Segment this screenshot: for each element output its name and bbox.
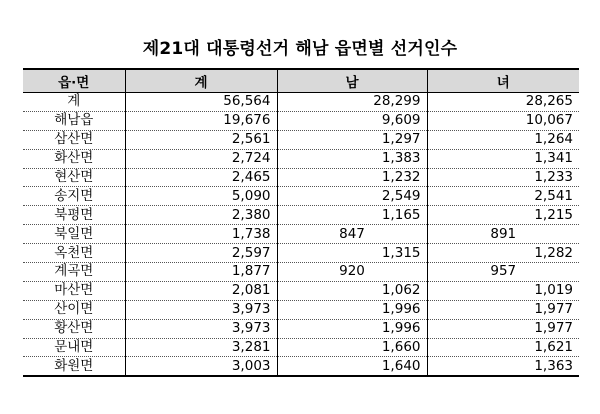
cell-district: 화원면 [23, 357, 125, 376]
header-female: 녀 [427, 69, 579, 93]
cell-total: 2,561 [125, 130, 277, 149]
table-row [23, 111, 579, 130]
header-male: 남 [277, 69, 427, 93]
table-row [23, 244, 579, 263]
cell-female: 1,363 [427, 357, 579, 376]
cell-district: 황산면 [23, 319, 125, 338]
table-header [23, 69, 579, 93]
cell-total: 1,877 [125, 263, 277, 282]
cell-male: 28,299 [277, 93, 427, 112]
cell-female: 1,282 [427, 244, 579, 263]
table-row [23, 338, 579, 357]
table-row [23, 93, 579, 112]
cell-district: 계 [23, 93, 125, 112]
cell-total: 2,380 [125, 206, 277, 225]
cell-female: 1,621 [427, 338, 579, 357]
cell-male: 847 [277, 225, 427, 244]
cell-total: 5,090 [125, 187, 277, 206]
cell-total: 3,281 [125, 338, 277, 357]
table-row [23, 263, 579, 282]
cell-district: 마산면 [23, 281, 125, 300]
cell-total: 2,597 [125, 244, 277, 263]
cell-male: 1,640 [277, 357, 427, 376]
cell-district: 삼산면 [23, 130, 125, 149]
cell-district: 해남읍 [23, 111, 125, 130]
cell-male: 1,062 [277, 281, 427, 300]
header-row [23, 69, 579, 93]
cell-male: 1,660 [277, 338, 427, 357]
cell-female: 10,067 [427, 111, 579, 130]
voters-table [23, 68, 579, 377]
cell-district: 북일면 [23, 225, 125, 244]
cell-female: 2,541 [427, 187, 579, 206]
cell-district: 산이면 [23, 300, 125, 319]
table-title: 제21대 대통령선거 해남 읍면별 선거인수 [142, 39, 458, 59]
table-row [23, 168, 579, 187]
table-row [23, 206, 579, 225]
cell-total: 2,465 [125, 168, 277, 187]
cell-male: 1,297 [277, 130, 427, 149]
header-district: 읍·면 [23, 69, 125, 93]
table-row [23, 281, 579, 300]
table-row [23, 319, 579, 338]
cell-district: 북평면 [23, 206, 125, 225]
cell-female: 1,233 [427, 168, 579, 187]
cell-male: 1,165 [277, 206, 427, 225]
cell-district: 문내면 [23, 338, 125, 357]
cell-district: 계곡면 [23, 263, 125, 282]
cell-female: 1,019 [427, 281, 579, 300]
cell-total: 2,724 [125, 149, 277, 168]
cell-female: 1,977 [427, 300, 579, 319]
cell-male: 1,383 [277, 149, 427, 168]
cell-total: 1,738 [125, 225, 277, 244]
header-total: 계 [125, 69, 277, 93]
table-row [23, 149, 579, 168]
table-row [23, 187, 579, 206]
cell-male: 1,232 [277, 168, 427, 187]
cell-male: 1,996 [277, 300, 427, 319]
cell-total: 3,973 [125, 319, 277, 338]
cell-district: 옥천면 [23, 244, 125, 263]
cell-total: 3,003 [125, 357, 277, 376]
cell-district: 송지면 [23, 187, 125, 206]
cell-female: 957 [427, 263, 579, 282]
table-row [23, 357, 579, 376]
table-row [23, 225, 579, 244]
cell-district: 현산면 [23, 168, 125, 187]
cell-total: 19,676 [125, 111, 277, 130]
table-body [23, 93, 579, 377]
table-row [23, 300, 579, 319]
cell-male: 1,315 [277, 244, 427, 263]
cell-female: 28,265 [427, 93, 579, 112]
cell-female: 1,264 [427, 130, 579, 149]
cell-male: 920 [277, 263, 427, 282]
cell-female: 1,215 [427, 206, 579, 225]
cell-district: 화산면 [23, 149, 125, 168]
cell-female: 1,977 [427, 319, 579, 338]
cell-male: 2,549 [277, 187, 427, 206]
cell-male: 9,609 [277, 111, 427, 130]
cell-total: 3,973 [125, 300, 277, 319]
cell-female: 891 [427, 225, 579, 244]
cell-total: 56,564 [125, 93, 277, 112]
table-row [23, 130, 579, 149]
cell-male: 1,996 [277, 319, 427, 338]
cell-female: 1,341 [427, 149, 579, 168]
cell-total: 2,081 [125, 281, 277, 300]
